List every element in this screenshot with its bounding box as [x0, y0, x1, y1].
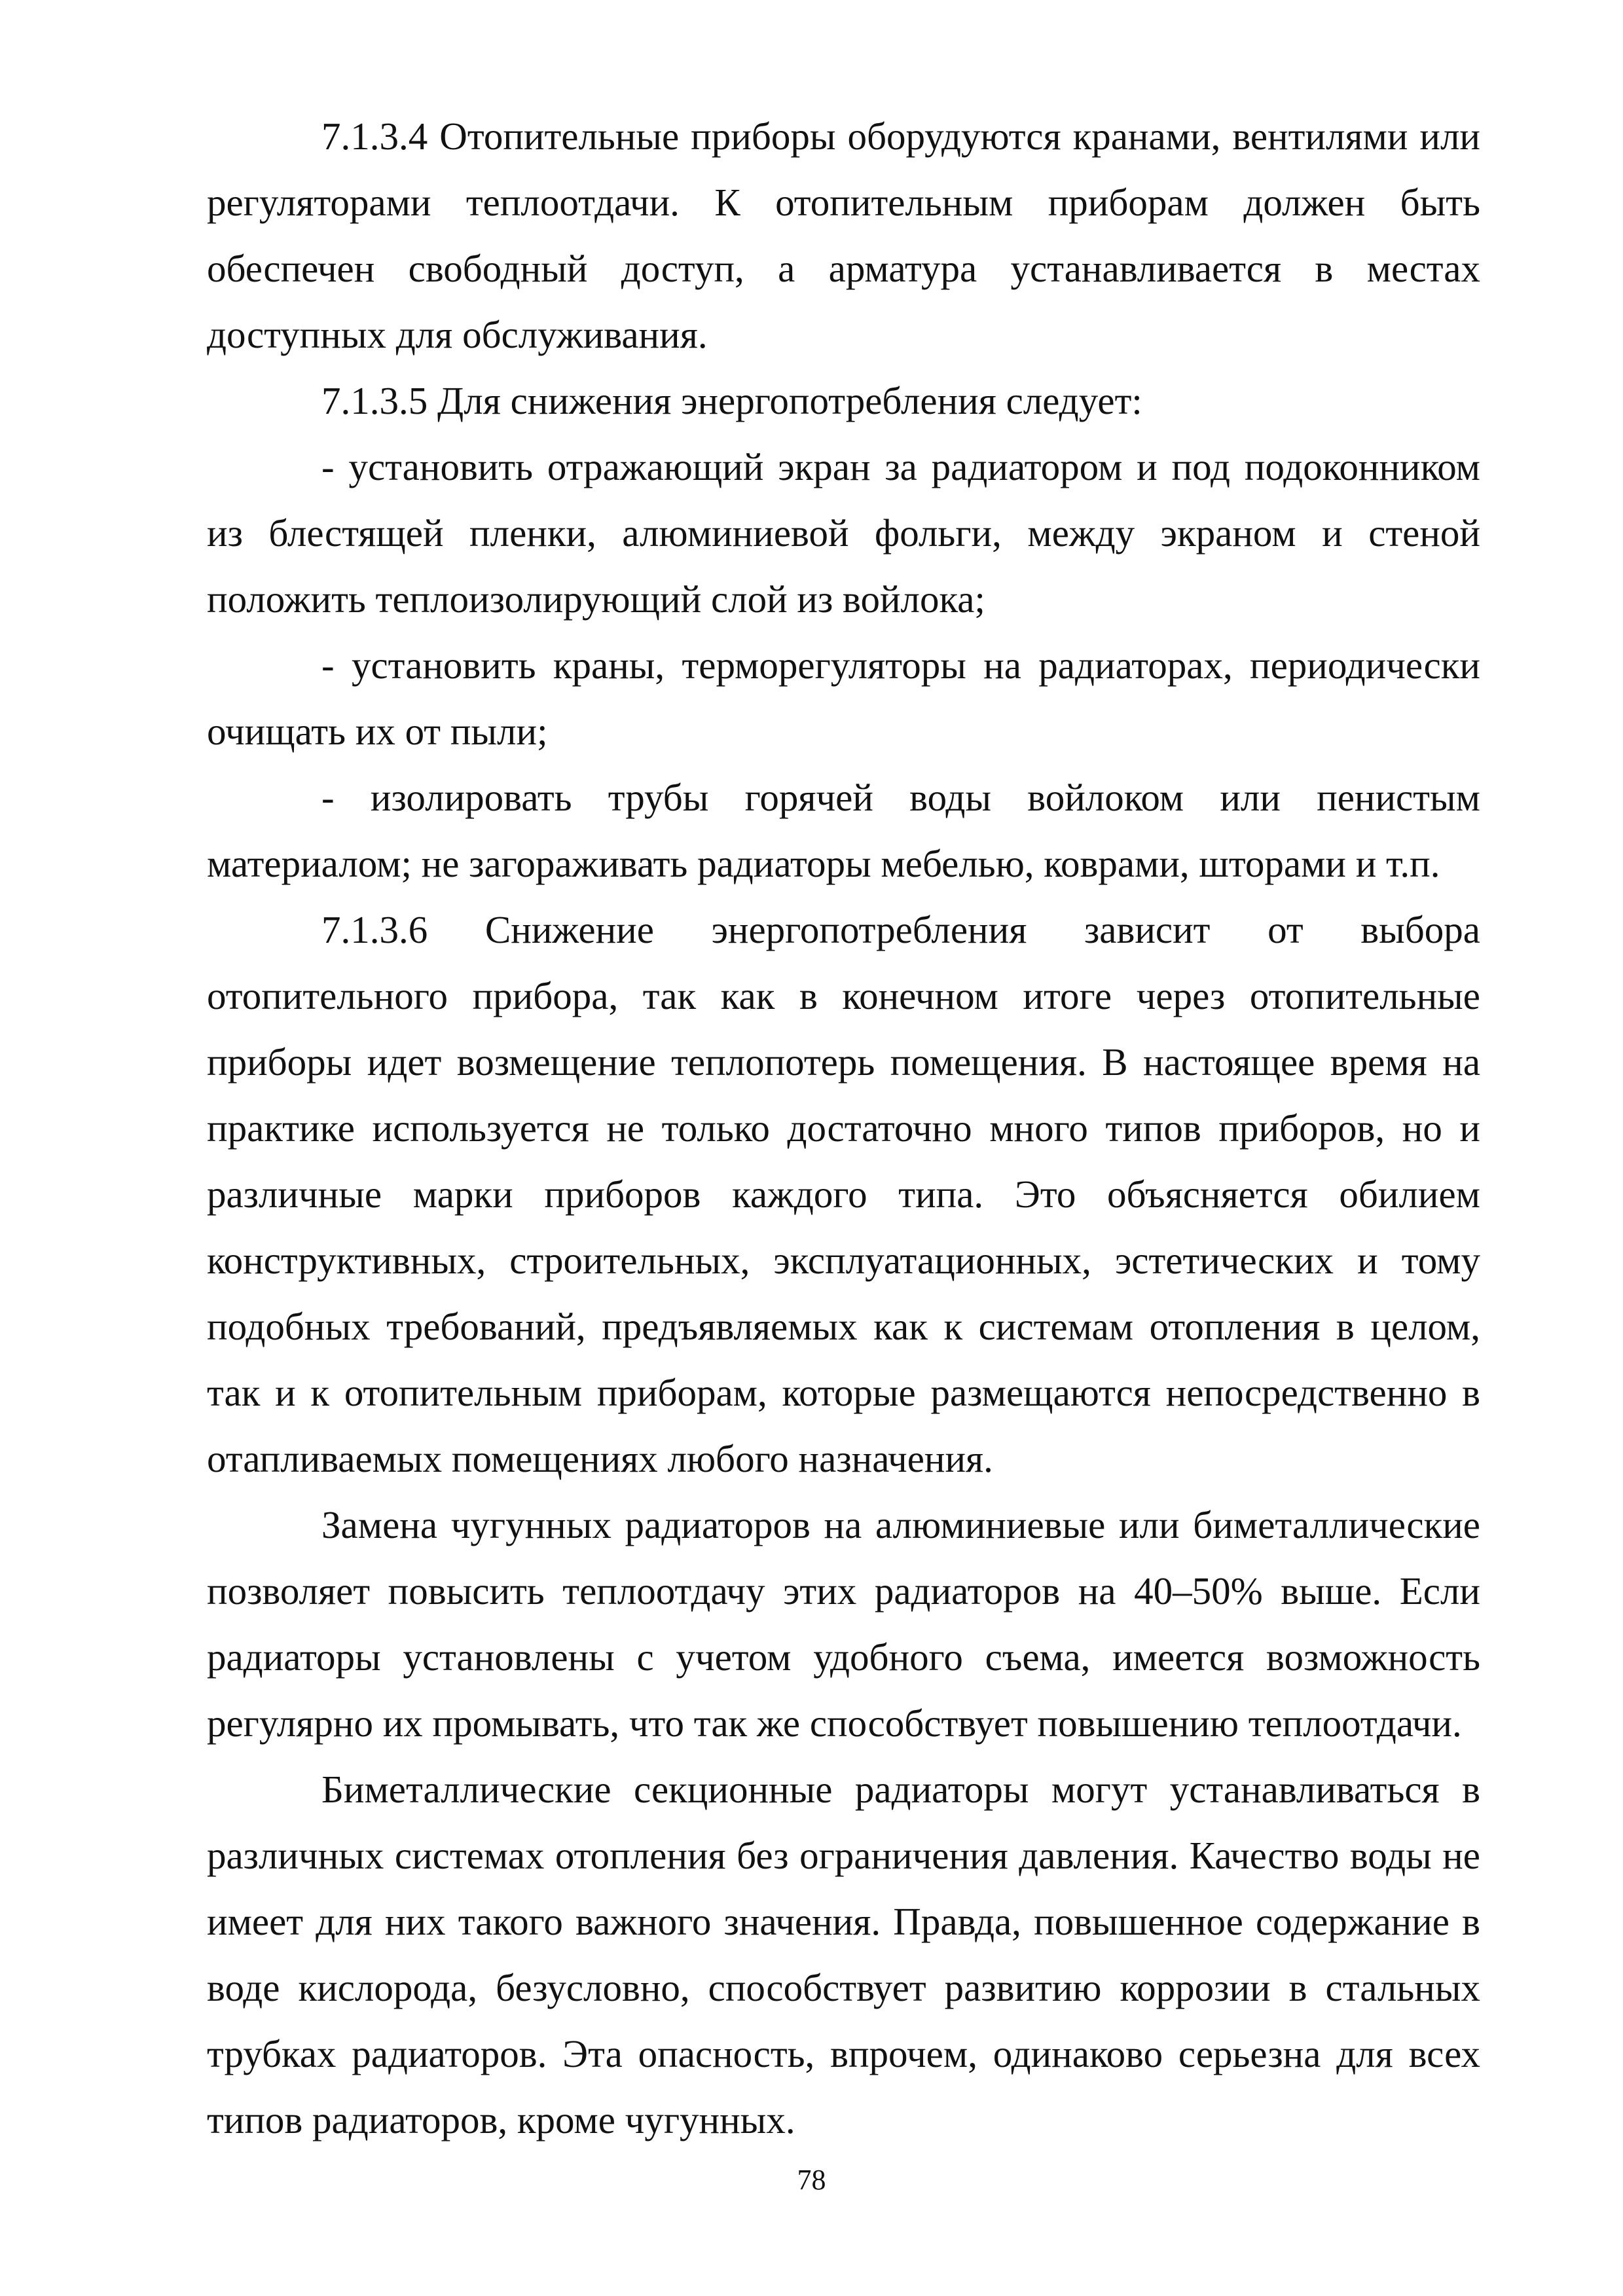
paragraph-radiator-replacement: Замена чугунных радиаторов на алюминиевые или биметаллические позволяет повысить теплоотдачу этих радиаторов на 40–50% выше. Если радиаторы установлены с учетом удобного съема, имеется возможность регулярно их промывать, что так же способствует повышению теплоотдачи.: [207, 1503, 1480, 1745]
list-item-reflective-screen: - установить отражающий экран за радиатором и под подоконником из блестящей пленки, алюминиевой фольги, между экраном и стеной положить теплоизолирующий слой из войлока;: [207, 445, 1480, 621]
list-item-pipe-insulation: - изолировать трубы горячей воды войлоком или пенистым материалом; не загораживать радиаторы мебелью, коврами, шторами и т.п.: [207, 776, 1480, 885]
paragraph-7-1-3-6: 7.1.3.6 Снижение энергопотребления зависит от выбора отопительного прибора, так как в конечном итоге через отопительные приборы идет возмещение теплопотерь помещения. В настоящее время на практике используется не только достаточно много типов приборов, но и различные марки приборов каждого типа. Это объясняется обилием конструктивных, строительных, эксплуатационных, эстетических и тому подобных требований, предъявляемых как к системам отопления в целом, так и к отопительным приборам, которые размещаются непосредственно в отапливаемых помещениях любого назначения.: [207, 908, 1480, 1480]
body-text: [207, 103, 1480, 2153]
paragraph-bimetallic-radiators: Биметаллические секционные радиаторы могут устанавливаться в различных системах отопления без ограничения давления. Качество воды не имеет для них такого важного значения. Правда, повышенное содержание в воде кислорода, безусловно, способствует развитию коррозии в стальных трубках радиаторов. Эта опасность, впрочем, одинаково серьезна для всех типов радиаторов, кроме чугунных.: [207, 1768, 1480, 2141]
list-item-thermoregulators: - установить краны, терморегуляторы на радиаторах, периодически очищать их от пыли;: [207, 644, 1480, 753]
paragraph-7-1-3-4: 7.1.3.4 Отопительные приборы оборудуются кранами, вентилями или регуляторами теплоотдачи. К отопительным приборам должен быть обеспечен свободный доступ, а арматура устанавливается в местах доступных для обслуживания.: [207, 115, 1480, 356]
paragraph-7-1-3-5: 7.1.3.5 Для снижения энергопотребления следует:: [321, 379, 1142, 422]
page-number: 78: [797, 2164, 826, 2196]
